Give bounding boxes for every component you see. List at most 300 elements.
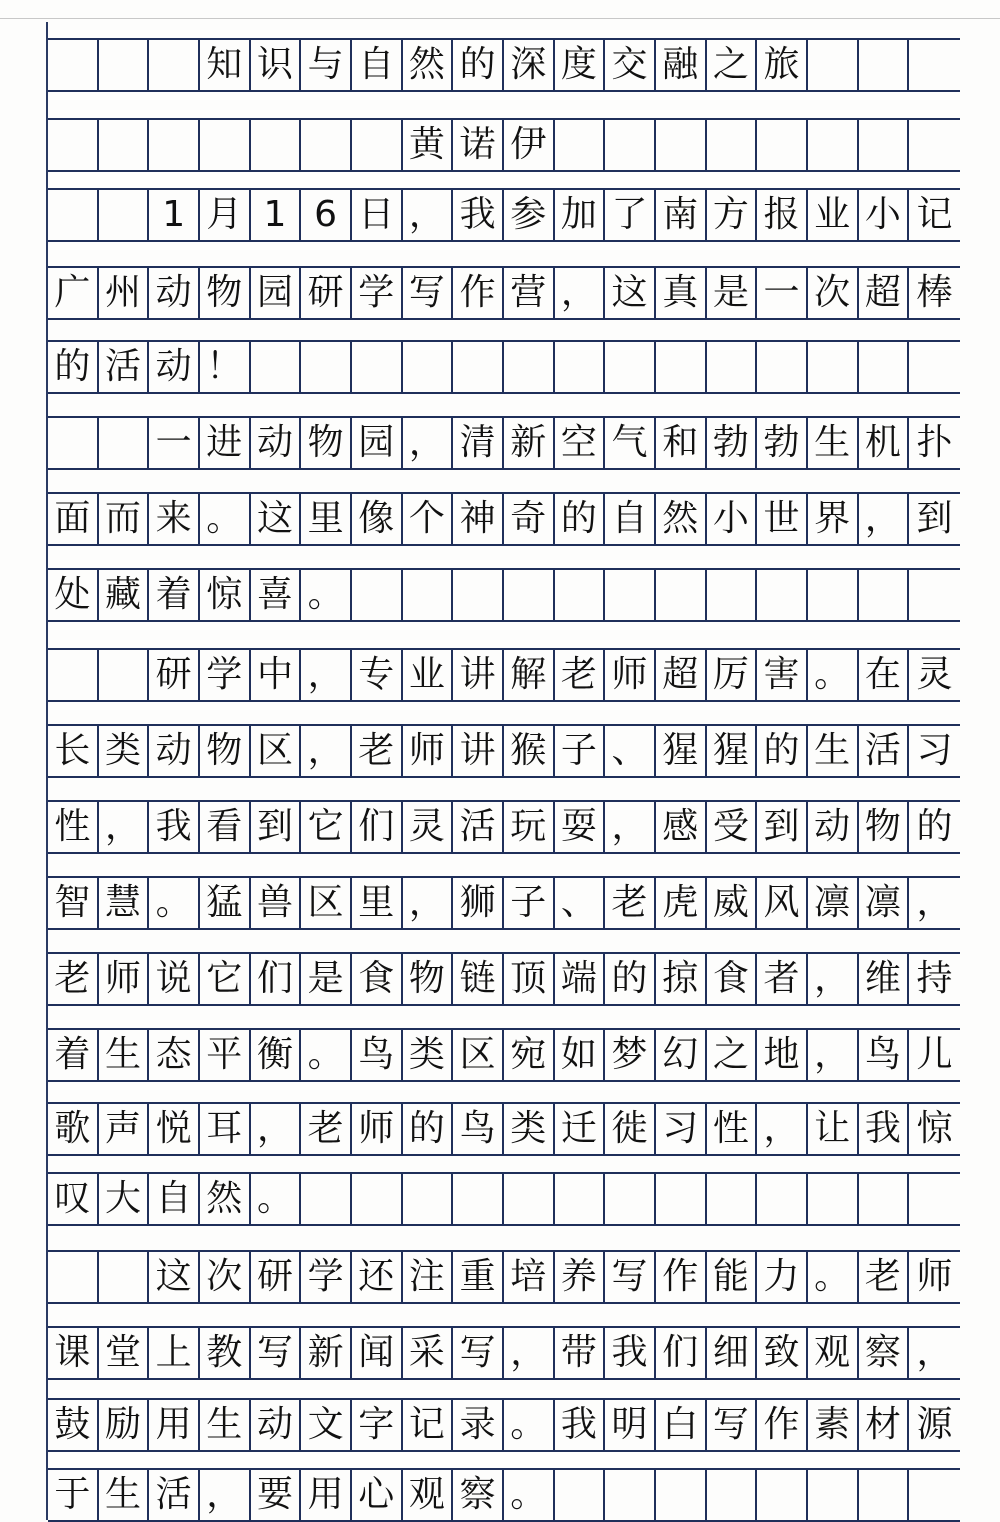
grid-cell: 黄 [403, 120, 454, 170]
grid-cell [808, 570, 859, 620]
grid-cell: 食 [352, 954, 403, 1004]
grid-cell: 度 [555, 40, 606, 90]
grid-cell: 生 [808, 418, 859, 468]
grid-cell: 自 [352, 40, 403, 90]
grid-cell: 衡 [251, 1030, 302, 1080]
grid-cell: 然 [403, 40, 454, 90]
grid-cell: 细 [707, 1328, 758, 1378]
grid-cell: 里 [352, 878, 403, 928]
grid-cell [48, 650, 99, 700]
grid-cell: 世 [757, 494, 808, 544]
grid-cell: 作 [453, 268, 504, 318]
grid-cell: 是 [301, 954, 352, 1004]
text-row [48, 952, 960, 1006]
grid-cell: 这 [251, 494, 302, 544]
text-row [48, 1028, 960, 1082]
grid-cell [352, 342, 403, 392]
grid-cell: 活 [453, 802, 504, 852]
grid-cell: 养 [555, 1252, 606, 1302]
grid-cell: 教 [200, 1328, 251, 1378]
grid-cell [859, 570, 910, 620]
grid-cell: 日 [352, 190, 403, 240]
grid-cell: 。 [504, 1470, 555, 1520]
grid-cell [859, 40, 910, 90]
grid-cell: 写 [605, 1252, 656, 1302]
grid-cell: 物 [403, 954, 454, 1004]
grid-cell: 老 [301, 1104, 352, 1154]
grid-cell: 风 [757, 878, 808, 928]
grid-cell: 的 [403, 1104, 454, 1154]
grid-cell: 喜 [251, 570, 302, 620]
grid-cell: 与 [301, 40, 352, 90]
grid-cell: 进 [200, 418, 251, 468]
grid-cell: 字 [352, 1400, 403, 1450]
grid-cell [757, 1470, 808, 1520]
grid-cell: 是 [707, 268, 758, 318]
grid-cell: 害 [757, 650, 808, 700]
grid-cell [605, 1470, 656, 1520]
grid-cell [403, 342, 454, 392]
grid-cell: 顶 [504, 954, 555, 1004]
grid-cell: 声 [99, 1104, 150, 1154]
grid-cell: 闻 [352, 1328, 403, 1378]
grid-cell: 伊 [504, 120, 555, 170]
grid-cell: 师 [352, 1104, 403, 1154]
grid-cell: ， [555, 268, 606, 318]
grid-cell: 的 [916, 806, 953, 847]
grid-cell: 观 [403, 1470, 454, 1520]
grid-cell: 里 [301, 494, 352, 544]
grid-cell: 培 [504, 1252, 555, 1302]
grid-cell: 耍 [555, 802, 606, 852]
grid-cell: 业 [808, 190, 859, 240]
grid-cell: 中 [251, 650, 302, 700]
grid-cell: 习 [916, 730, 953, 771]
grid-cell [200, 120, 251, 170]
grid-cell: 宛 [504, 1030, 555, 1080]
grid-cell: ， [605, 802, 656, 852]
grid-cell: 扑 [916, 422, 953, 463]
text-row [48, 1250, 960, 1304]
grid-cell [909, 342, 960, 392]
grid-cell: 研 [251, 1252, 302, 1302]
grid-cell: 6 [301, 190, 352, 240]
grid-cell: 然 [200, 1174, 251, 1224]
grid-cell: 威 [707, 878, 758, 928]
grid-cell: 这 [149, 1252, 200, 1302]
grid-cell: 活 [149, 1470, 200, 1520]
grid-cell: 着 [149, 570, 200, 620]
grid-cell [656, 1470, 707, 1520]
grid-cell: 区 [453, 1030, 504, 1080]
grid-cell: 小 [707, 494, 758, 544]
grid-cell: 鸟 [352, 1030, 403, 1080]
grid-cell: 鸟 [453, 1104, 504, 1154]
grid-cell: 持 [916, 958, 953, 999]
grid-cell: 灵 [916, 654, 953, 695]
grid-cell: 灵 [403, 802, 454, 852]
grid-cell: 的 [555, 494, 606, 544]
grid-cell: 的 [757, 726, 808, 776]
grid-cell: 动 [149, 268, 200, 318]
grid-cell: 小 [859, 190, 910, 240]
grid-cell: 长 [48, 726, 99, 776]
page-top-rule [0, 18, 1000, 19]
grid-cell: 文 [301, 1400, 352, 1450]
grid-cell: 动 [149, 726, 200, 776]
grid-cell [757, 1174, 808, 1224]
grid-cell [504, 342, 555, 392]
grid-cell: 们 [251, 954, 302, 1004]
grid-cell: ， [99, 802, 150, 852]
grid-cell: ， [859, 494, 910, 544]
grid-cell: 方 [707, 190, 758, 240]
grid-cell: 用 [149, 1400, 200, 1450]
grid-cell: 解 [504, 650, 555, 700]
grid-cell: 的 [605, 954, 656, 1004]
grid-cell [99, 1252, 150, 1302]
text-row [48, 1102, 960, 1156]
grid-cell [251, 120, 302, 170]
grid-cell: 的 [48, 342, 99, 392]
grid-cell: 和 [656, 418, 707, 468]
grid-cell [48, 190, 99, 240]
grid-cell: 。 [808, 650, 859, 700]
grid-cell: ， [200, 1470, 251, 1520]
grid-cell: ， [301, 650, 352, 700]
grid-cell: 而 [99, 494, 150, 544]
grid-cell: 融 [656, 40, 707, 90]
grid-cell [99, 650, 150, 700]
grid-cell: 一 [757, 268, 808, 318]
grid-cell: 地 [757, 1030, 808, 1080]
grid-cell: ， [916, 1332, 953, 1373]
grid-cell: 到 [251, 802, 302, 852]
grid-cell: 勃 [757, 418, 808, 468]
grid-cell: 动 [149, 342, 200, 392]
text-row [48, 266, 960, 320]
grid-cell: 在 [859, 650, 910, 700]
grid-cell: ！ [200, 342, 251, 392]
grid-cell: 老 [48, 954, 99, 1004]
grid-cell: 自 [149, 1174, 200, 1224]
text-row [48, 724, 960, 778]
grid-cell: 。 [504, 1400, 555, 1450]
grid-cell: 要 [251, 1470, 302, 1520]
grid-cell: 了 [605, 190, 656, 240]
grid-cell: 们 [352, 802, 403, 852]
grid-cell: 惊 [916, 1108, 953, 1149]
grid-cell [605, 120, 656, 170]
grid-cell [707, 570, 758, 620]
grid-cell: 我 [453, 190, 504, 240]
grid-cell [707, 1174, 758, 1224]
grid-cell: 生 [99, 1030, 150, 1080]
grid-cell: 。 [200, 494, 251, 544]
grid-cell: 新 [301, 1328, 352, 1378]
grid-cell: 自 [605, 494, 656, 544]
grid-cell [453, 1174, 504, 1224]
grid-cell [403, 1174, 454, 1224]
grid-cell [859, 1470, 910, 1520]
text-row [48, 1468, 960, 1522]
grid-cell: 儿 [916, 1034, 953, 1075]
grid-cell: 掠 [656, 954, 707, 1004]
grid-cell [149, 120, 200, 170]
grid-cell: 我 [605, 1328, 656, 1378]
grid-cell: 。 [149, 878, 200, 928]
grid-cell [656, 342, 707, 392]
grid-cell: 面 [48, 494, 99, 544]
grid-cell: 端 [555, 954, 606, 1004]
grid-cell: 诺 [453, 120, 504, 170]
grid-cell: 悦 [149, 1104, 200, 1154]
grid-cell: 慧 [99, 878, 150, 928]
grid-cell: 我 [859, 1104, 910, 1154]
grid-cell: 记 [403, 1400, 454, 1450]
grid-cell: ， [251, 1104, 302, 1154]
grid-cell: 猩 [707, 726, 758, 776]
grid-cell: 气 [605, 418, 656, 468]
grid-cell: 。 [808, 1252, 859, 1302]
grid-cell [301, 120, 352, 170]
grid-cell: 。 [301, 570, 352, 620]
grid-cell: 业 [403, 650, 454, 700]
grid-cell: 一 [149, 418, 200, 468]
grid-cell: 、 [555, 878, 606, 928]
grid-cell: 物 [301, 418, 352, 468]
grid-cell: 到 [757, 802, 808, 852]
grid-cell [48, 120, 99, 170]
grid-cell: 勃 [707, 418, 758, 468]
grid-cell: 迁 [555, 1104, 606, 1154]
grid-cell: 加 [555, 190, 606, 240]
grid-cell: 作 [757, 1400, 808, 1450]
grid-cell: 作 [656, 1252, 707, 1302]
grid-cell [555, 342, 606, 392]
grid-cell: 像 [352, 494, 403, 544]
grid-cell [453, 342, 504, 392]
grid-cell [757, 342, 808, 392]
grid-cell: ， [504, 1328, 555, 1378]
grid-cell [605, 570, 656, 620]
grid-cell [656, 120, 707, 170]
grid-cell: 动 [251, 1400, 302, 1450]
grid-cell: 用 [301, 1470, 352, 1520]
grid-cell: 子 [555, 726, 606, 776]
grid-cell: 玩 [504, 802, 555, 852]
grid-cell [555, 1174, 606, 1224]
grid-cell: 猛 [200, 878, 251, 928]
grid-cell: 报 [757, 190, 808, 240]
text-row [48, 1326, 960, 1380]
grid-cell: 研 [149, 650, 200, 700]
text-row [48, 340, 960, 394]
grid-cell: ， [757, 1104, 808, 1154]
grid-cell [352, 570, 403, 620]
grid-cell [808, 342, 859, 392]
grid-cell [605, 1174, 656, 1224]
grid-cell: 兽 [251, 878, 302, 928]
grid-cell: 力 [757, 1252, 808, 1302]
grid-cell: 习 [656, 1104, 707, 1154]
grid-cell: 动 [251, 418, 302, 468]
grid-cell: 致 [757, 1328, 808, 1378]
grid-cell: 耳 [200, 1104, 251, 1154]
grid-cell: 真 [656, 268, 707, 318]
grid-cell: 生 [200, 1400, 251, 1450]
grid-cell: 明 [605, 1400, 656, 1450]
grid-cell: 1 [251, 190, 302, 240]
grid-cell [859, 342, 910, 392]
grid-cell: 这 [605, 268, 656, 318]
grid-cell: 机 [859, 418, 910, 468]
grid-cell: ， [808, 1030, 859, 1080]
grid-cell [555, 1470, 606, 1520]
grid-cell: 凛 [859, 878, 910, 928]
grid-cell: 于 [48, 1470, 99, 1520]
grid-cell: 师 [403, 726, 454, 776]
grid-cell: 凛 [808, 878, 859, 928]
grid-cell [301, 1174, 352, 1224]
grid-cell [707, 342, 758, 392]
grid-cell [301, 342, 352, 392]
grid-cell: 、 [605, 726, 656, 776]
grid-cell: 交 [605, 40, 656, 90]
grid-cell: 参 [504, 190, 555, 240]
grid-cell: 旅 [757, 40, 808, 90]
grid-cell: 1 [149, 190, 200, 240]
grid-cell [453, 570, 504, 620]
grid-cell: 让 [808, 1104, 859, 1154]
grid-cell: 察 [453, 1470, 504, 1520]
grid-cell: ， [808, 954, 859, 1004]
grid-cell: 棒 [916, 272, 953, 313]
grid-cell: 之 [707, 1030, 758, 1080]
grid-cell: 能 [707, 1252, 758, 1302]
grid-cell: 惊 [200, 570, 251, 620]
grid-cell [859, 120, 910, 170]
grid-cell [707, 120, 758, 170]
grid-cell [555, 570, 606, 620]
grid-cell: 写 [403, 268, 454, 318]
grid-cell: 学 [301, 1252, 352, 1302]
grid-cell: 生 [99, 1470, 150, 1520]
grid-cell: 州 [99, 268, 150, 318]
grid-cell: 学 [352, 268, 403, 318]
grid-cell: 次 [200, 1252, 251, 1302]
grid-cell [352, 120, 403, 170]
grid-cell: 性 [48, 802, 99, 852]
grid-cell: 堂 [99, 1328, 150, 1378]
text-row [48, 876, 960, 930]
grid-cell: 识 [251, 40, 302, 90]
grid-cell [656, 570, 707, 620]
grid-cell: 说 [149, 954, 200, 1004]
grid-cell: 徙 [605, 1104, 656, 1154]
grid-cell: 处 [48, 570, 99, 620]
grid-cell: 平 [200, 1030, 251, 1080]
grid-cell: 月 [200, 190, 251, 240]
grid-cell [707, 1470, 758, 1520]
grid-cell: 录 [453, 1400, 504, 1450]
grid-cell: 注 [403, 1252, 454, 1302]
grid-cell: 动 [808, 802, 859, 852]
text-row [48, 568, 960, 622]
grid-cell [48, 418, 99, 468]
grid-cell [605, 342, 656, 392]
grid-cell: 鼓 [48, 1400, 99, 1450]
grid-cell: 源 [916, 1404, 953, 1445]
grid-cell: 写 [251, 1328, 302, 1378]
grid-cell: 师 [605, 650, 656, 700]
grid-cell: 歌 [48, 1104, 99, 1154]
grid-cell: 广 [48, 268, 99, 318]
grid-cell: 来 [149, 494, 200, 544]
grid-cell: 物 [859, 802, 910, 852]
grid-cell: 次 [808, 268, 859, 318]
grid-cell: 还 [352, 1252, 403, 1302]
grid-cell: 老 [352, 726, 403, 776]
grid-cell: 之 [707, 40, 758, 90]
title-row [48, 38, 960, 92]
grid-cell: 活 [859, 726, 910, 776]
grid-cell: 老 [555, 650, 606, 700]
grid-cell: 鸟 [859, 1030, 910, 1080]
grid-cell: 智 [48, 878, 99, 928]
grid-cell: 幻 [656, 1030, 707, 1080]
grid-cell [757, 570, 808, 620]
grid-cell [808, 1174, 859, 1224]
grid-cell [909, 40, 960, 90]
grid-cell: ， [403, 878, 454, 928]
grid-cell: 心 [352, 1470, 403, 1520]
grid-cell: 链 [453, 954, 504, 1004]
grid-cell [48, 40, 99, 90]
grid-cell: 它 [301, 802, 352, 852]
grid-cell: 超 [656, 650, 707, 700]
grid-cell: 园 [352, 418, 403, 468]
grid-cell: 带 [555, 1328, 606, 1378]
text-row [48, 800, 960, 854]
grid-cell: 区 [251, 726, 302, 776]
grid-cell: 营 [504, 268, 555, 318]
grid-cell: 者 [757, 954, 808, 1004]
grid-cell: 南 [656, 190, 707, 240]
grid-cell: 子 [504, 878, 555, 928]
grid-cell: 观 [808, 1328, 859, 1378]
grid-cell: 老 [605, 878, 656, 928]
grid-cell: 界 [808, 494, 859, 544]
grid-cell: 。 [251, 1174, 302, 1224]
grid-cell [909, 1174, 960, 1224]
grid-cell: 厉 [707, 650, 758, 700]
grid-cell: 上 [149, 1328, 200, 1378]
grid-cell: 它 [200, 954, 251, 1004]
grid-cell [149, 40, 200, 90]
grid-cell: 到 [916, 498, 953, 539]
grid-cell: 超 [859, 268, 910, 318]
text-row [48, 188, 960, 242]
grid-cell: 察 [859, 1328, 910, 1378]
grid-cell: 励 [99, 1400, 150, 1450]
grid-cell: 师 [916, 1256, 953, 1297]
grid-cell [48, 1252, 99, 1302]
grid-cell: ， [403, 418, 454, 468]
grid-cell: 我 [555, 1400, 606, 1450]
grid-cell: 记 [916, 194, 953, 235]
grid-cell: 讲 [453, 726, 504, 776]
